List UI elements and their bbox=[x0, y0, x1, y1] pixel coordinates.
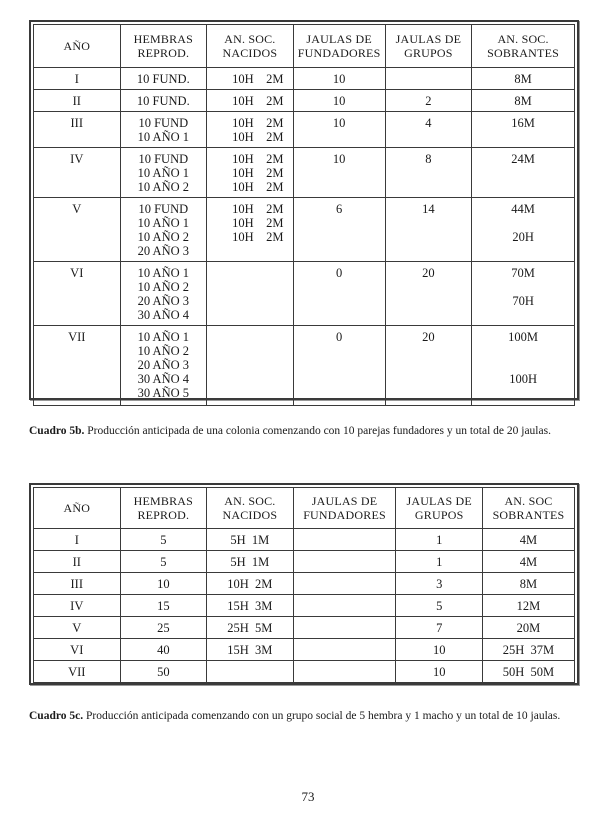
table-5c-frame bbox=[29, 483, 579, 685]
header-line: HEMBRAS bbox=[133, 32, 194, 46]
table-row bbox=[34, 68, 575, 90]
header-line: FUNDADORES bbox=[297, 46, 381, 60]
cell-surplus: 12M bbox=[482, 595, 574, 617]
table-5b-frame bbox=[29, 20, 579, 400]
cell-born: 5H 1M bbox=[207, 529, 294, 551]
cell-year: VI bbox=[34, 262, 121, 326]
cell-year: II bbox=[34, 90, 121, 112]
table-5b-header-born bbox=[207, 25, 294, 68]
cell-founder-cages bbox=[293, 573, 396, 595]
cell-founder-cages bbox=[293, 529, 396, 551]
surplus-gap bbox=[475, 344, 571, 372]
table-5b-header-group-cages bbox=[385, 25, 472, 68]
cell-founder-cages: 10 bbox=[293, 112, 385, 148]
header-line: JAULAS DE bbox=[395, 32, 462, 46]
table-5c-header-founder-cages bbox=[293, 488, 396, 529]
header-line: AN. SOC bbox=[504, 494, 553, 508]
females-line: 20 AÑO 3 bbox=[137, 358, 190, 372]
table-row bbox=[34, 529, 575, 551]
caption-5b-text: Producción anticipada de una colonia comenzando con 10 parejas fundadores y un total de 20 jaulas. bbox=[84, 424, 551, 437]
caption-5b-label: Cuadro 5b. bbox=[29, 424, 85, 437]
cell-group-cages: 1 bbox=[396, 529, 483, 551]
header-line: GRUPOS bbox=[414, 508, 464, 522]
cell-born: 25H 5M bbox=[207, 617, 294, 639]
table-row bbox=[34, 551, 575, 573]
table-5b-header-surplus bbox=[472, 25, 575, 68]
females-line: 10 AÑO 2 bbox=[137, 280, 190, 294]
table-row bbox=[34, 573, 575, 595]
table-row bbox=[34, 661, 575, 683]
cell-born: 15H 3M bbox=[207, 595, 294, 617]
cell-year: IV bbox=[34, 595, 121, 617]
cell-group-cages: 5 bbox=[396, 595, 483, 617]
cell-year: II bbox=[34, 551, 121, 573]
females-line: 10 AÑO 1 bbox=[137, 166, 190, 180]
cell-females bbox=[120, 68, 207, 90]
cell-founder-cages: 0 bbox=[293, 262, 385, 326]
cell-females bbox=[120, 198, 207, 262]
caption-5c-label: Cuadro 5c. bbox=[29, 709, 84, 722]
header-line: FUNDADORES bbox=[303, 508, 386, 522]
table-5c-header-group-cages bbox=[396, 488, 483, 529]
cell-females: 40 bbox=[120, 639, 207, 661]
cell-surplus bbox=[472, 112, 575, 148]
born-line: 10H 2M bbox=[232, 180, 284, 194]
cell-born: 5H 1M bbox=[207, 551, 294, 573]
cell-females bbox=[120, 262, 207, 326]
cell-females: 5 bbox=[120, 529, 207, 551]
surplus-line: 8M bbox=[514, 94, 532, 108]
table-5b-header-row bbox=[34, 25, 575, 68]
cell-females bbox=[120, 112, 207, 148]
cell-group-cages: 10 bbox=[396, 661, 483, 683]
cell-year: VI bbox=[34, 639, 121, 661]
table-5b bbox=[33, 24, 575, 406]
females-line: 10 FUND. bbox=[136, 72, 190, 86]
cell-born bbox=[207, 112, 294, 148]
surplus-gap bbox=[475, 216, 571, 230]
cell-surplus bbox=[472, 68, 575, 90]
header-line: AN. SOC. bbox=[497, 32, 549, 46]
born-line: 10H 2M bbox=[232, 116, 284, 130]
caption-5b bbox=[29, 424, 574, 438]
table-row bbox=[34, 148, 575, 198]
cell-females bbox=[120, 90, 207, 112]
surplus-line: 70H bbox=[512, 294, 534, 308]
surplus-line: 44M bbox=[511, 202, 535, 216]
cell-group-cages: 10 bbox=[396, 639, 483, 661]
cell-year: VII bbox=[34, 326, 121, 406]
born-line: 10H 2M bbox=[232, 230, 284, 244]
females-line: 10 AÑO 2 bbox=[137, 344, 190, 358]
cell-year: III bbox=[34, 112, 121, 148]
page-number: 73 bbox=[301, 789, 315, 804]
cell-founder-cages: 10 bbox=[293, 68, 385, 90]
cell-born bbox=[207, 326, 294, 406]
cell-females: 15 bbox=[120, 595, 207, 617]
cell-year: I bbox=[34, 529, 121, 551]
table-row bbox=[34, 326, 575, 406]
females-line: 10 FUND bbox=[138, 202, 189, 216]
cell-born bbox=[207, 198, 294, 262]
cell-females: 25 bbox=[120, 617, 207, 639]
cell-group-cages: 1 bbox=[396, 551, 483, 573]
table-row bbox=[34, 198, 575, 262]
cell-founder-cages: 10 bbox=[293, 90, 385, 112]
cell-founder-cages bbox=[293, 551, 396, 573]
cell-year: VII bbox=[34, 661, 121, 683]
cell-year: IV bbox=[34, 148, 121, 198]
table-5c-header-females bbox=[120, 488, 207, 529]
header-line: AÑO bbox=[63, 39, 91, 53]
table-5b-header-founder-cages bbox=[293, 25, 385, 68]
table-row bbox=[34, 639, 575, 661]
cell-group-cages: 3 bbox=[396, 573, 483, 595]
born-line: 10H 2M bbox=[232, 166, 284, 180]
cell-born bbox=[207, 661, 294, 683]
header-line: AÑO bbox=[63, 501, 91, 515]
born-line: 10H 2M bbox=[232, 130, 284, 144]
table-5c-header-year bbox=[34, 488, 121, 529]
born-line: 10H 2M bbox=[232, 94, 284, 108]
cell-founder-cages: 10 bbox=[293, 148, 385, 198]
table-row bbox=[34, 112, 575, 148]
females-line: 10 FUND bbox=[138, 116, 189, 130]
table-row bbox=[34, 595, 575, 617]
cell-year: V bbox=[34, 198, 121, 262]
cell-born: 15H 3M bbox=[207, 639, 294, 661]
females-line: 30 AÑO 4 bbox=[137, 308, 190, 322]
cell-surplus: 4M bbox=[482, 529, 574, 551]
cell-group-cages: 20 bbox=[385, 326, 472, 406]
females-line: 30 AÑO 5 bbox=[137, 386, 190, 400]
header-line: JAULAS DE bbox=[306, 32, 372, 46]
header-line: NACIDOS bbox=[222, 508, 278, 522]
females-line: 20 AÑO 3 bbox=[137, 294, 190, 308]
cell-born: 10H 2M bbox=[207, 573, 294, 595]
females-line: 10 FUND. bbox=[136, 94, 190, 108]
cell-group-cages: 20 bbox=[385, 262, 472, 326]
cell-surplus bbox=[472, 148, 575, 198]
cell-group-cages: 4 bbox=[385, 112, 472, 148]
cell-year: III bbox=[34, 573, 121, 595]
caption-5c bbox=[29, 709, 574, 723]
table-5b-header-females bbox=[120, 25, 207, 68]
cell-born bbox=[207, 148, 294, 198]
table-5b-body bbox=[34, 68, 575, 406]
cell-females bbox=[120, 148, 207, 198]
cell-surplus bbox=[472, 198, 575, 262]
cell-group-cages: 2 bbox=[385, 90, 472, 112]
table-5c-header-row bbox=[34, 488, 575, 529]
table-5c-header-born bbox=[207, 488, 294, 529]
cell-surplus bbox=[472, 90, 575, 112]
surplus-line: 8M bbox=[514, 72, 532, 86]
header-line: AN. SOC. bbox=[224, 494, 276, 508]
header-line: AN. SOC. bbox=[224, 32, 276, 46]
table-5c-header-surplus bbox=[482, 488, 574, 529]
born-line: 10H 2M bbox=[232, 72, 284, 86]
cell-born bbox=[207, 262, 294, 326]
table-row bbox=[34, 90, 575, 112]
header-line: JAULAS DE bbox=[406, 494, 472, 508]
surplus-line: 20H bbox=[512, 230, 534, 244]
cell-surplus bbox=[472, 262, 575, 326]
cell-surplus: 25H 37M bbox=[482, 639, 574, 661]
females-line: 10 AÑO 2 bbox=[137, 180, 190, 194]
header-line: SOBRANTES bbox=[487, 46, 559, 60]
born-line: 10H 2M bbox=[232, 216, 284, 230]
cell-founder-cages bbox=[293, 639, 396, 661]
header-line: REPROD. bbox=[137, 508, 190, 522]
table-row bbox=[34, 262, 575, 326]
cell-group-cages bbox=[385, 68, 472, 90]
table-row bbox=[34, 617, 575, 639]
cell-born bbox=[207, 90, 294, 112]
surplus-line: 100M bbox=[508, 330, 539, 344]
females-line: 10 FUND bbox=[138, 152, 189, 166]
females-line: 10 AÑO 1 bbox=[137, 330, 190, 344]
females-line: 10 AÑO 1 bbox=[137, 266, 190, 280]
cell-females: 5 bbox=[120, 551, 207, 573]
cell-surplus: 20M bbox=[482, 617, 574, 639]
surplus-line: 100H bbox=[509, 372, 537, 386]
table-5c-body bbox=[34, 529, 575, 683]
cell-surplus: 50H 50M bbox=[482, 661, 574, 683]
cell-group-cages: 14 bbox=[385, 198, 472, 262]
cell-surplus: 4M bbox=[482, 551, 574, 573]
surplus-line: 70M bbox=[511, 266, 535, 280]
cell-surplus: 8M bbox=[482, 573, 574, 595]
cell-females bbox=[120, 326, 207, 406]
females-line: 10 AÑO 1 bbox=[137, 130, 190, 144]
header-line: GRUPOS bbox=[404, 46, 453, 60]
surplus-gap bbox=[475, 280, 571, 294]
females-line: 10 AÑO 1 bbox=[137, 216, 190, 230]
cell-founder-cages: 0 bbox=[293, 326, 385, 406]
cell-surplus bbox=[472, 326, 575, 406]
cell-females: 10 bbox=[120, 573, 207, 595]
surplus-line: 24M bbox=[511, 152, 535, 166]
surplus-line: 16M bbox=[511, 116, 535, 130]
header-line: REPROD. bbox=[137, 46, 190, 60]
cell-born bbox=[207, 68, 294, 90]
cell-group-cages: 7 bbox=[396, 617, 483, 639]
females-line: 10 AÑO 2 bbox=[137, 230, 190, 244]
born-line: 10H 2M bbox=[232, 202, 284, 216]
cell-founder-cages bbox=[293, 595, 396, 617]
females-line: 20 AÑO 3 bbox=[137, 244, 190, 258]
header-line: HEMBRAS bbox=[133, 494, 194, 508]
born-line: 10H 2M bbox=[232, 152, 284, 166]
caption-5c-text: Producción anticipada comenzando con un grupo social de 5 hembra y 1 macho y un total de 10 jaulas. bbox=[83, 709, 561, 722]
cell-group-cages: 8 bbox=[385, 148, 472, 198]
header-line: SOBRANTES bbox=[492, 508, 565, 522]
females-line: 30 AÑO 4 bbox=[137, 372, 190, 386]
header-line: NACIDOS bbox=[222, 46, 278, 60]
cell-females: 50 bbox=[120, 661, 207, 683]
header-line: JAULAS DE bbox=[311, 494, 378, 508]
cell-founder-cages: 6 bbox=[293, 198, 385, 262]
table-5c bbox=[33, 487, 575, 683]
cell-year: V bbox=[34, 617, 121, 639]
table-5b-header-year bbox=[34, 25, 121, 68]
cell-year: I bbox=[34, 68, 121, 90]
cell-founder-cages bbox=[293, 617, 396, 639]
cell-founder-cages bbox=[293, 661, 396, 683]
